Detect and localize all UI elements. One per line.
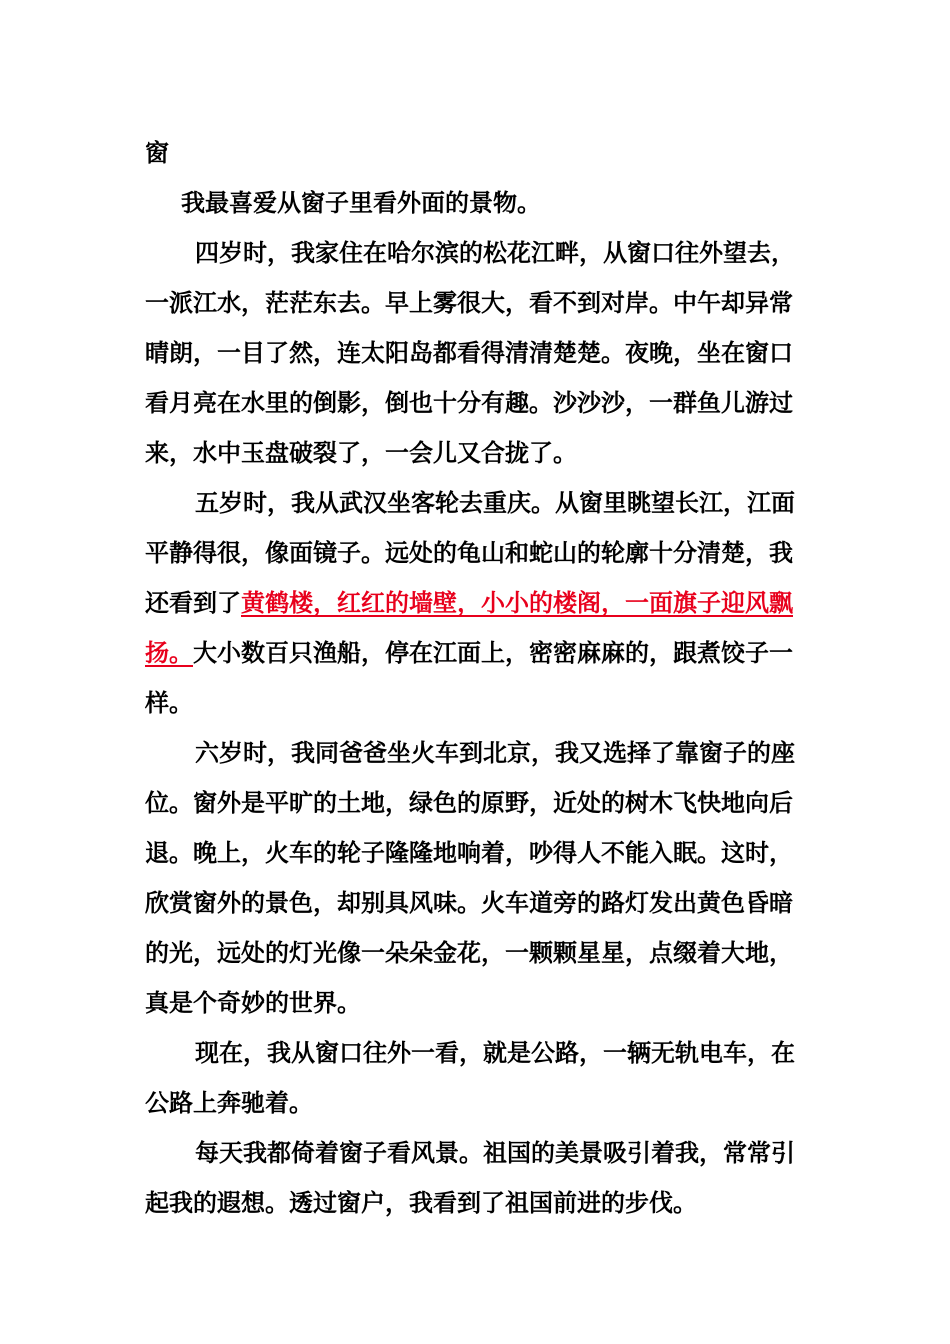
paragraph-2: 四岁时，我家住在哈尔滨的松花江畔，从窗口往外望去，一派江水，茫茫东去。早上雾很大，看不到对岸。中午却异常晴朗，一目了然，连太阳岛都看得清清楚楚。夜晚，坐在窗口看月亮在水里的倒影，倒也十分有趣。沙沙沙，一群鱼儿游过来，水中玉盘破裂了，一会儿又合拢了。 bbox=[145, 238, 795, 467]
document-title: 窗 bbox=[145, 138, 169, 167]
paragraph-3 bbox=[145, 478, 805, 728]
paragraph-4: 六岁时，我同爸爸坐火车到北京，我又选择了靠窗子的座位。窗外是平旷的土地，绿色的原野，近处的树木飞快地向后退。晚上，火车的轮子隆隆地响着，吵得人不能入眠。这时，欣赏窗外的景色，却别具风味。火车道旁的路灯发出黄色昏暗的光，远处的灯光像一朵朵金花，一颗颗星星，点缀着大地，真是个奇妙的世界。 bbox=[145, 738, 795, 1017]
paragraph-3-before: 五岁时，我从武汉坐客轮去重庆。从窗里眺望长江，江面平静得很，像面镜子。远处的龟山和蛇山的轮廓十分清楚，我还看到了 bbox=[145, 488, 795, 617]
paragraph-3-after: 大小数百只渔船，停在江面上，密密麻麻的，跟煮饺子一样。 bbox=[145, 638, 793, 717]
paragraph-5: 现在，我从窗口往外一看，就是公路，一辆无轨电车，在公路上奔驰着。 bbox=[145, 1038, 795, 1117]
highlighted-text: 黄鹤楼，红红的墙壁，小小的楼阁，一面旗子迎风飘扬。 bbox=[145, 588, 793, 667]
paragraph-6: 每天我都倚着窗子看风景。祖国的美景吸引着我，常常引起我的遐想。透过窗户，我看到了祖国前进的步伐。 bbox=[145, 1138, 795, 1217]
document-page bbox=[145, 128, 805, 1228]
paragraph-1: 我最喜爱从窗子里看外面的景物。 bbox=[181, 188, 541, 217]
